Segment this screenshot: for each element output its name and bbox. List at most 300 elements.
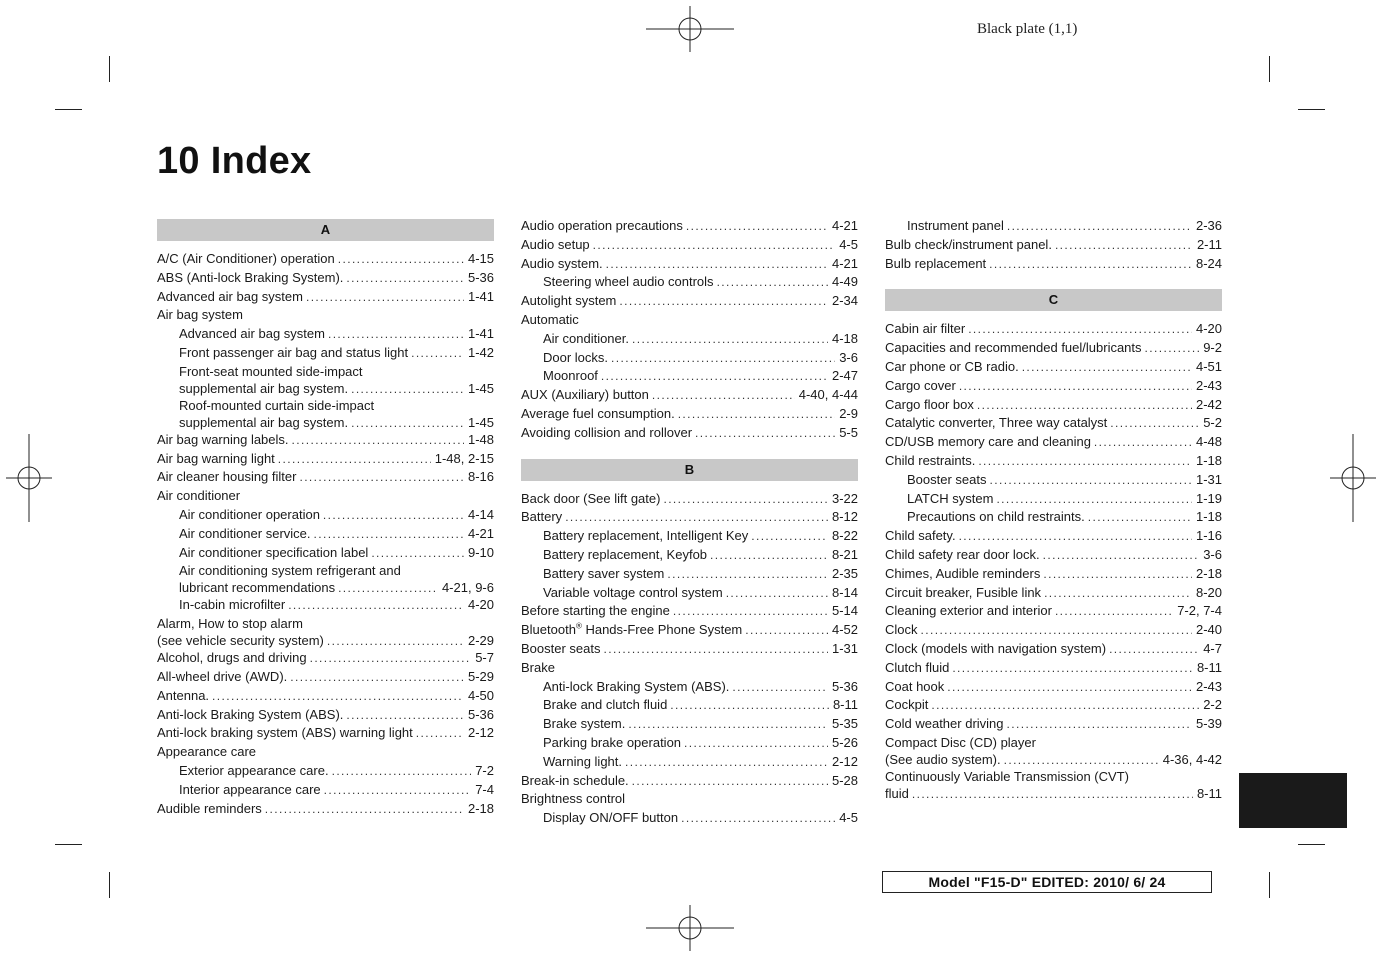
page-reference: 5-28 [831,772,858,788]
index-entry-text: All-wheel drive (AWD). [157,668,288,684]
page-reference: 2-11 [1196,236,1222,252]
index-entry-row [157,800,494,819]
index-entry-row [885,659,1222,678]
index-entry-row [521,659,858,678]
index-entry [157,450,494,469]
page-reference: 2-35 [831,565,858,581]
leader-dots [328,325,464,344]
index-entry [157,596,494,615]
index-entry [157,668,494,687]
index-entry-text: Air cleaner housing filter [157,469,297,485]
leader-dots [628,715,828,734]
index-entry-row [907,490,1222,509]
index-entry [157,724,494,743]
index-entry-text: In-cabin microfilter [179,597,286,613]
index-entry-text: Air conditioner specification label [179,544,369,560]
index-entry-row [543,753,858,772]
index-entry-row [179,506,494,525]
index-entry [885,490,1222,509]
index-entry [885,396,1222,415]
page-reference: 8-20 [1195,584,1222,600]
index-entry-text: Brake system. [543,716,626,732]
index-entry-text: Parking brake operation [543,734,682,750]
registration-mark-icon [646,905,734,951]
index-entry [521,490,858,509]
index-entry-row [885,339,1222,358]
index-entry [521,790,858,809]
page-reference: 8-11 [1196,659,1222,675]
index-column-3 [885,217,1222,802]
index-entry-row [521,217,858,236]
index-entry-text: Average fuel consumption. [521,405,675,421]
index-entry-row [885,452,1222,471]
index-entry [885,621,1222,640]
crop-mark [109,872,110,898]
index-entry-text: Door locks. [543,349,609,365]
index-entry-text: Audio setup [521,236,590,252]
leader-dots [947,678,1192,697]
index-entry [157,525,494,544]
index-entry [885,414,1222,433]
index-entry-row [157,668,494,687]
section-letter-header: A [157,219,494,241]
index-entry [885,339,1222,358]
page-reference: 1-41 [467,326,494,342]
index-entry [885,433,1222,452]
index-entry-row [885,621,1222,640]
page-reference: 2-42 [1195,396,1222,412]
index-entry-row [543,696,858,715]
index-entry [157,762,494,781]
index-entry [885,255,1222,274]
index-entry [885,678,1222,697]
index-entry [521,640,858,659]
crop-mark [1269,56,1270,82]
index-entry-text: Break-in schedule. [521,772,629,788]
index-entry-text: Air bag system [157,307,243,323]
index-entry-text: ABS (Anti-lock Braking System). [157,269,344,285]
index-entry-text: Air conditioning system refrigerant and [179,563,401,579]
page-reference: 8-24 [1195,255,1222,271]
index-entry-row [521,508,858,527]
page-reference: 4-21 [831,218,858,233]
index-entry [521,255,858,274]
leader-dots [611,349,835,368]
index-entry-text: Interior appearance care [179,781,321,797]
registered-mark: ® [575,621,582,631]
leader-dots [1004,752,1159,769]
index-entry-text: Bulb replacement [885,255,987,271]
black-plate-label: Black plate (1,1) [977,21,1078,37]
index-entry-text: Clock (models with navigation system) [885,640,1107,656]
page-reference: 2-12 [831,753,858,769]
leader-dots [959,377,1192,396]
leader-dots [346,269,464,288]
index-entry [521,349,858,368]
page-reference: 2-34 [831,293,858,309]
leader-dots [1055,602,1173,621]
leader-dots [952,659,1193,678]
page-reference: 1-41 [467,288,494,304]
page-reference: 2-2 [1203,697,1222,713]
crop-mark [55,844,82,845]
index-entry-row [521,602,858,621]
page-reference: 4-21 [831,255,858,271]
index-entry-text: Coat hook [885,678,945,694]
page-reference: 4-5 [839,810,858,826]
page-reference: 4-48 [1195,434,1222,450]
index-entry-row [157,649,494,668]
index-entry [157,615,494,649]
index-entry [885,659,1222,678]
leader-dots [632,772,828,791]
page-reference: 3-22 [831,490,858,506]
index-entry-text: Air conditioner. [543,330,629,346]
page-reference: 2-9 [839,405,858,421]
index-entry-row [157,724,494,743]
index-entry-text: Exterior appearance care. [179,762,329,778]
leader-dots [1094,433,1192,452]
leader-dots [212,687,464,706]
leader-dots [327,633,464,650]
page-reference: 5-14 [831,603,858,619]
index-entry-row [179,544,494,563]
index-entry-row [179,596,494,615]
index-entry [521,772,858,791]
leader-dots [411,344,464,363]
index-entry [157,397,494,431]
index-entry [521,405,858,424]
index-entry [157,250,494,269]
leader-dots [346,706,464,725]
index-entry-text: lubricant recommendations [179,580,336,596]
leader-dots [663,490,828,509]
page-reference: 2-40 [1195,622,1222,638]
page-reference: 1-45 [467,380,494,396]
index-entry-row [521,255,858,274]
index-entry-text: Booster seats [521,640,601,656]
leader-dots [371,544,464,563]
page-reference: 2-29 [467,633,494,649]
leader-dots [684,734,828,753]
index-entry [521,696,858,715]
index-entry-text: Avoiding collision and rollover [521,424,693,440]
index-entry-row [157,306,494,325]
index-entry-text: Air conditioner [157,488,241,504]
index-entry-row [157,632,494,650]
index-entry-row [521,405,858,424]
index-entry-row [885,236,1222,255]
leader-dots [351,415,464,432]
index-entry [521,715,858,734]
index-entry [521,424,858,443]
index-entry-text: Child restraints. [885,452,976,468]
page-reference: 1-19 [1195,490,1222,506]
index-entry-row [521,236,858,255]
leader-dots [604,640,828,659]
page-reference: 1-48, 2-15 [434,450,494,466]
page-reference: 4-21 [467,525,494,541]
leader-dots [751,527,828,546]
leader-dots [314,525,464,544]
page-reference: 5-36 [467,269,494,285]
index-entry-text: Anti-lock Braking System (ABS). [157,706,344,722]
index-entry-row [179,380,494,398]
leader-dots [681,809,835,828]
page-reference: 5-26 [831,734,858,750]
index-entry-text: supplemental air bag system. [179,380,349,396]
index-entry [521,565,858,584]
index-entry [885,696,1222,715]
index-entry [521,659,858,678]
index-entry-row [885,358,1222,377]
leader-dots [288,596,464,615]
leader-dots [989,255,1192,274]
index-entry-text: Cargo floor box [885,396,974,412]
leader-dots [977,396,1192,415]
page-reference: 9-2 [1203,340,1222,356]
index-entry-row [543,678,858,697]
index-entry-text: fluid [885,785,909,801]
index-entry-row [885,396,1222,415]
index-entry-text: Audible reminders [157,800,262,816]
index-entry [521,527,858,546]
page-reference: 1-42 [467,344,494,360]
index-entry [157,468,494,487]
leader-dots [601,367,828,386]
index-entry-text: Cargo cover [885,377,956,393]
index-entry [521,546,858,565]
page-reference: 7-2, 7-4 [1177,603,1222,619]
leader-dots [351,381,464,398]
index-entry-row [543,809,858,828]
leader-dots [290,668,464,687]
index-entry [885,527,1222,546]
index-entry-text: Steering wheel audio controls [543,274,714,290]
index-entry-row [543,546,858,565]
index-entry [157,306,494,325]
index-entry-row [157,431,494,450]
leader-dots [338,250,464,269]
leader-dots [292,431,464,450]
page-reference: 4-52 [831,622,858,638]
index-entry-row [885,565,1222,584]
index-entry-text: Air bag warning labels. [157,431,289,447]
leader-dots [673,602,828,621]
index-entry [885,584,1222,603]
page-reference: 5-2 [1203,415,1222,431]
index-entry-row [543,565,858,584]
page-reference: 4-18 [831,330,858,346]
leader-dots [990,471,1192,490]
registration-mark-icon [646,6,734,52]
index-entry-text: Appearance care [157,744,257,760]
index-entry-text: Circuit breaker, Fusible link [885,584,1042,600]
leader-dots [625,753,828,772]
index-entry-row [157,487,494,506]
index-entry-text: Instrument panel [907,218,1004,233]
leader-dots [1043,565,1192,584]
index-entry-row [885,433,1222,452]
index-entry [157,800,494,819]
index-entry-row [157,269,494,288]
page-reference: 1-31 [1195,471,1222,487]
index-entry [521,508,858,527]
index-entry-text: (see vehicle security system) [157,633,324,649]
index-entry [521,330,858,349]
page-reference: 3-6 [839,349,858,365]
index-entry-row [543,273,858,292]
page-reference: 5-36 [467,706,494,722]
leader-dots [670,696,829,715]
index-entry [157,325,494,344]
page-reference: 8-21 [831,546,858,562]
page-reference: 4-51 [1195,358,1222,374]
index-entry-text: Air bag warning light [157,450,275,466]
index-entry-row [885,602,1222,621]
index-entry [157,506,494,525]
leader-dots [324,781,472,800]
section-letter-header: C [885,289,1222,311]
index-entry-text: Advanced air bag system [179,326,325,342]
page-reference: 4-49 [831,274,858,290]
index-entry-text: Child safety. [885,528,956,544]
page-reference: 4-21, 9-6 [441,580,494,596]
index-entry [521,753,858,772]
index-entry-text: Warning light. [543,753,622,769]
crop-mark [1269,872,1270,898]
index-entry-row [885,785,1222,803]
index-entry [885,471,1222,490]
index-entry-text: Front-seat mounted side-impact [179,363,363,379]
leader-dots [1145,339,1200,358]
index-entry-row [885,678,1222,697]
index-entry [885,377,1222,396]
page-reference: 4-14 [467,506,494,522]
page-reference: 2-43 [1195,678,1222,694]
index-entry-text: Display ON/OFF button [543,810,679,826]
index-entry-row [885,414,1222,433]
page-reference: 4-20 [1195,321,1222,337]
leader-dots [1007,715,1192,734]
leader-dots [1110,414,1199,433]
index-entry [885,320,1222,339]
index-entry [521,273,858,292]
index-entry-text: Hands-Free Phone System [581,622,743,638]
model-edited-box: Model "F15-D" EDITED: 2010/ 6/ 24 [882,871,1212,893]
leader-dots [632,330,828,349]
index-entry-text: Autolight system [521,293,617,309]
index-column-1 [157,219,494,818]
index-entry [521,367,858,386]
page-reference: 1-31 [831,640,858,656]
index-entry-text: Cockpit [885,697,929,713]
leader-dots [306,288,464,307]
leader-dots [619,292,828,311]
index-entry-row [521,640,858,659]
index-entry-row [521,790,858,809]
chapter-tab [1239,773,1347,828]
index-entry-row [521,292,858,311]
page-reference: 5-29 [467,668,494,684]
index-entry [157,269,494,288]
index-entry [885,452,1222,471]
index-entry-text: LATCH system [907,490,994,506]
index-entry [157,288,494,307]
index-entry-row [543,367,858,386]
index-entry-row [885,255,1222,274]
page-reference: 7-2 [475,762,494,778]
index-entry [885,546,1222,565]
index-entry-row [885,640,1222,659]
index-entry-row [179,579,494,597]
page-reference: 2-18 [1195,565,1222,581]
leader-dots [310,649,472,668]
index-entry-text: Child safety rear door lock. [885,546,1040,562]
index-entry-text: Clutch fluid [885,659,950,675]
index-entry [885,715,1222,734]
index-entry-text: Brake [521,659,555,675]
page-reference: 1-16 [1195,528,1222,544]
leader-dots [1088,508,1192,527]
index-entry [521,584,858,603]
index-entry-text [521,621,742,640]
index-entry-row [885,377,1222,396]
leader-dots [931,696,1199,715]
leader-dots [593,236,836,255]
index-entry [157,487,494,506]
leader-dots [1055,236,1193,255]
leader-dots [323,506,464,525]
page-reference: 5-5 [839,424,858,440]
page-reference: 2-12 [467,725,494,741]
index-entry [521,678,858,697]
index-entry-text: AUX (Auxiliary) button [521,387,649,403]
index-entry-row [157,468,494,487]
leader-dots [978,452,1192,471]
index-entry-row [885,546,1222,565]
index-entry-text: Compact Disc (CD) player [885,734,1036,750]
index-entry-row [521,490,858,509]
section-letter-header: B [521,459,858,481]
leader-dots [652,386,795,405]
index-entry [885,640,1222,659]
index-entry-text: Anti-lock braking system (ABS) warning light [157,725,413,741]
page-reference: 2-18 [467,800,494,816]
index-entry [157,431,494,450]
page-reference: 1-48 [467,431,494,447]
index-entry [521,602,858,621]
index-entry-row [885,751,1222,769]
index-entry-row [543,715,858,734]
index-entry-text: Audio system. [521,255,603,271]
index-entry-text: Capacities and recommended fuel/lubricants [885,340,1142,356]
index-entry-text: (See audio system). [885,751,1001,767]
index-entry [521,217,858,236]
index-entry-row [179,325,494,344]
index-entry-row [521,772,858,791]
page-reference: 4-15 [467,251,494,266]
index-entry-row [543,349,858,368]
leader-dots [745,621,828,640]
crop-mark [55,109,82,110]
index-entry-row [885,696,1222,715]
index-entry-row [179,344,494,363]
page-reference: 8-11 [1196,785,1222,801]
index-entry [157,544,494,563]
index-entry-text: Booster seats [907,471,987,487]
index-entry-text: Brightness control [521,791,626,807]
